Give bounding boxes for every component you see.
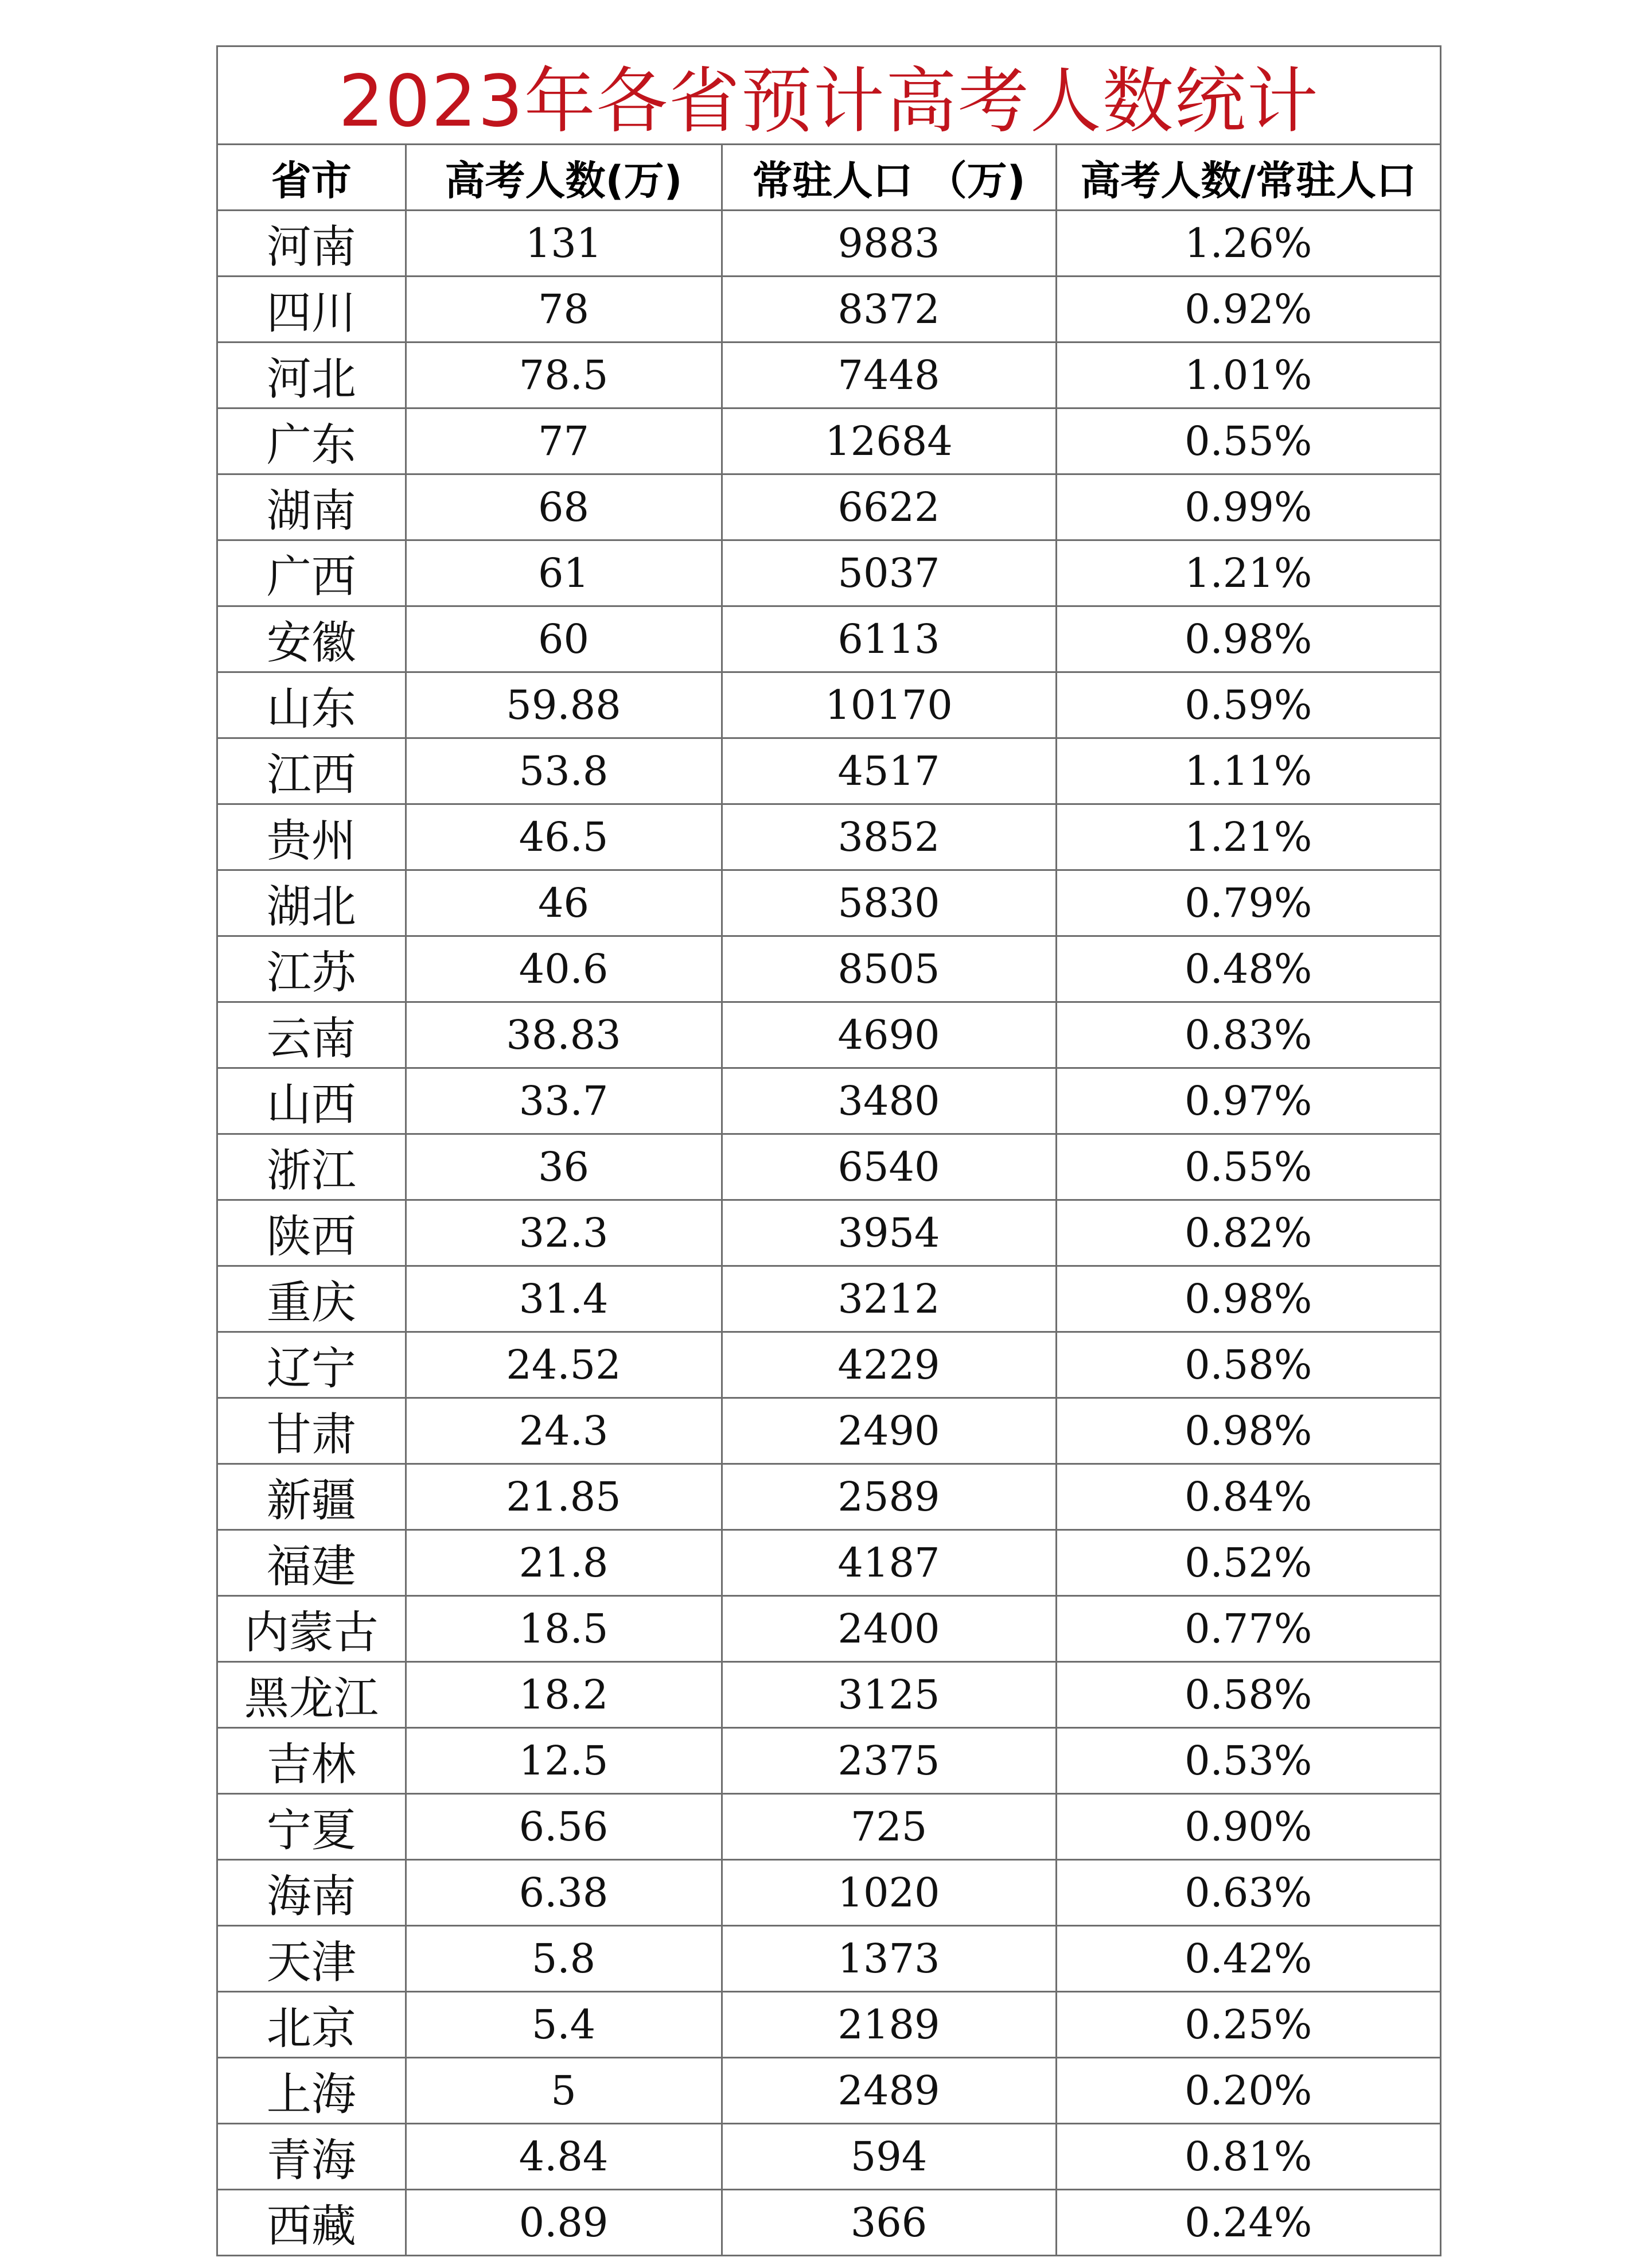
- cell-exam-count: 0.89: [406, 2190, 722, 2255]
- cell-population: 10170: [722, 672, 1056, 738]
- cell-exam-count: 21.8: [406, 1530, 722, 1596]
- cell-ratio: 0.79%: [1056, 870, 1440, 936]
- cell-province: 甘肃: [218, 1398, 406, 1464]
- cell-exam-count: 53.8: [406, 738, 722, 804]
- cell-province: 河南: [218, 211, 406, 277]
- cell-ratio: 0.84%: [1056, 1464, 1440, 1530]
- cell-province: 湖南: [218, 474, 406, 540]
- table-row: [218, 1266, 1440, 1332]
- cell-population: 5037: [722, 540, 1056, 606]
- table-row: [218, 474, 1440, 540]
- cell-exam-count: 78.5: [406, 343, 722, 408]
- cell-exam-count: 38.83: [406, 1002, 722, 1068]
- table-row: [218, 540, 1440, 606]
- cell-province: 福建: [218, 1530, 406, 1596]
- cell-province: 内蒙古: [218, 1596, 406, 1662]
- cell-exam-count: 36: [406, 1134, 722, 1200]
- cell-ratio: 0.58%: [1056, 1662, 1440, 1728]
- cell-province: 山东: [218, 672, 406, 738]
- table-row: [218, 1596, 1440, 1662]
- cell-population: 5830: [722, 870, 1056, 936]
- cell-province: 黑龙江: [218, 1662, 406, 1728]
- cell-population: 4517: [722, 738, 1056, 804]
- header-ratio: 高考人数/常驻人口: [1056, 145, 1440, 211]
- cell-province: 宁夏: [218, 1794, 406, 1860]
- table-row: [218, 1794, 1440, 1860]
- cell-ratio: 0.83%: [1056, 1002, 1440, 1068]
- cell-population: 12684: [722, 408, 1056, 474]
- cell-exam-count: 21.85: [406, 1464, 722, 1530]
- cell-province: 江苏: [218, 936, 406, 1002]
- cell-province: 海南: [218, 1860, 406, 1926]
- gaokao-table-sheet: [216, 45, 1441, 2256]
- table-row: [218, 211, 1440, 277]
- table-row: [218, 672, 1440, 738]
- cell-ratio: 0.55%: [1056, 408, 1440, 474]
- table-row: [218, 2058, 1440, 2124]
- cell-exam-count: 6.38: [406, 1860, 722, 1926]
- cell-population: 4229: [722, 1332, 1056, 1398]
- cell-exam-count: 78: [406, 277, 722, 343]
- cell-population: 594: [722, 2124, 1056, 2190]
- cell-population: 3125: [722, 1662, 1056, 1728]
- cell-province: 浙江: [218, 1134, 406, 1200]
- cell-province: 四川: [218, 277, 406, 343]
- cell-province: 山西: [218, 1068, 406, 1134]
- cell-exam-count: 24.3: [406, 1398, 722, 1464]
- cell-population: 1020: [722, 1860, 1056, 1926]
- table-row: [218, 1002, 1440, 1068]
- table-row: [218, 1464, 1440, 1530]
- cell-ratio: 1.21%: [1056, 804, 1440, 870]
- cell-population: 2189: [722, 1992, 1056, 2058]
- cell-ratio: 1.11%: [1056, 738, 1440, 804]
- table-row: [218, 1728, 1440, 1794]
- table-row: [218, 2190, 1440, 2255]
- table-row: [218, 1662, 1440, 1728]
- cell-province: 新疆: [218, 1464, 406, 1530]
- table-row: [218, 408, 1440, 474]
- cell-province: 贵州: [218, 804, 406, 870]
- cell-exam-count: 18.5: [406, 1596, 722, 1662]
- cell-population: 2400: [722, 1596, 1056, 1662]
- cell-exam-count: 40.6: [406, 936, 722, 1002]
- cell-ratio: 0.52%: [1056, 1530, 1440, 1596]
- table-row: [218, 1530, 1440, 1596]
- cell-ratio: 0.25%: [1056, 1992, 1440, 2058]
- cell-population: 3954: [722, 1200, 1056, 1266]
- cell-ratio: 0.82%: [1056, 1200, 1440, 1266]
- table-row: [218, 804, 1440, 870]
- cell-population: 8372: [722, 277, 1056, 343]
- cell-ratio: 0.48%: [1056, 936, 1440, 1002]
- cell-population: 7448: [722, 343, 1056, 408]
- cell-province: 辽宁: [218, 1332, 406, 1398]
- cell-province: 天津: [218, 1926, 406, 1992]
- cell-population: 9883: [722, 211, 1056, 277]
- cell-province: 云南: [218, 1002, 406, 1068]
- cell-population: 6113: [722, 606, 1056, 672]
- cell-population: 8505: [722, 936, 1056, 1002]
- cell-population: 2490: [722, 1398, 1056, 1464]
- cell-ratio: 1.21%: [1056, 540, 1440, 606]
- cell-province: 北京: [218, 1992, 406, 2058]
- cell-population: 366: [722, 2190, 1056, 2255]
- cell-ratio: 0.53%: [1056, 1728, 1440, 1794]
- cell-ratio: 0.98%: [1056, 1266, 1440, 1332]
- cell-ratio: 0.99%: [1056, 474, 1440, 540]
- cell-exam-count: 61: [406, 540, 722, 606]
- cell-province: 湖北: [218, 870, 406, 936]
- cell-ratio: 0.81%: [1056, 2124, 1440, 2190]
- cell-exam-count: 33.7: [406, 1068, 722, 1134]
- header-exam-count: 高考人数(万): [406, 145, 722, 211]
- cell-population: 1373: [722, 1926, 1056, 1992]
- cell-population: 2375: [722, 1728, 1056, 1794]
- table-row: [218, 1398, 1440, 1464]
- cell-ratio: 0.97%: [1056, 1068, 1440, 1134]
- cell-province: 上海: [218, 2058, 406, 2124]
- cell-population: 725: [722, 1794, 1056, 1860]
- cell-province: 广西: [218, 540, 406, 606]
- table-row: [218, 1332, 1440, 1398]
- cell-province: 陕西: [218, 1200, 406, 1266]
- cell-ratio: 0.58%: [1056, 1332, 1440, 1398]
- cell-ratio: 0.42%: [1056, 1926, 1440, 1992]
- table-row: [218, 277, 1440, 343]
- table-row: [218, 1926, 1440, 1992]
- cell-exam-count: 32.3: [406, 1200, 722, 1266]
- cell-ratio: 0.20%: [1056, 2058, 1440, 2124]
- table-row: [218, 2124, 1440, 2190]
- cell-population: 3480: [722, 1068, 1056, 1134]
- cell-ratio: 1.01%: [1056, 343, 1440, 408]
- table-row: [218, 936, 1440, 1002]
- cell-population: 6622: [722, 474, 1056, 540]
- cell-ratio: 0.77%: [1056, 1596, 1440, 1662]
- cell-ratio: 0.55%: [1056, 1134, 1440, 1200]
- table-row: [218, 1134, 1440, 1200]
- table-row: [218, 606, 1440, 672]
- cell-exam-count: 6.56: [406, 1794, 722, 1860]
- cell-exam-count: 5: [406, 2058, 722, 2124]
- cell-exam-count: 18.2: [406, 1662, 722, 1728]
- header-row: [218, 145, 1440, 211]
- cell-ratio: 0.63%: [1056, 1860, 1440, 1926]
- cell-exam-count: 31.4: [406, 1266, 722, 1332]
- table-title: 2023年各省预计高考人数统计: [218, 47, 1440, 145]
- cell-province: 西藏: [218, 2190, 406, 2255]
- cell-exam-count: 24.52: [406, 1332, 722, 1398]
- cell-ratio: 0.59%: [1056, 672, 1440, 738]
- cell-province: 青海: [218, 2124, 406, 2190]
- cell-ratio: 1.26%: [1056, 211, 1440, 277]
- cell-ratio: 0.24%: [1185, 2199, 1312, 2246]
- cell-population: 4690: [722, 1002, 1056, 1068]
- cell-exam-count: 12.5: [406, 1728, 722, 1794]
- cell-exam-count: 131: [406, 211, 722, 277]
- cell-exam-count: 60: [406, 606, 722, 672]
- cell-province: 广东: [218, 408, 406, 474]
- cell-exam-count: 5.8: [406, 1926, 722, 1992]
- cell-exam-count: 4.84: [406, 2124, 722, 2190]
- table-row: [218, 1992, 1440, 2058]
- cell-ratio: 0.98%: [1056, 1398, 1440, 1464]
- header-population: 常驻人口 （万): [722, 145, 1056, 211]
- cell-population: 3212: [722, 1266, 1056, 1332]
- table-body: [218, 211, 1440, 2255]
- cell-province: 安徽: [218, 606, 406, 672]
- table-row: [218, 870, 1440, 936]
- cell-population: 2589: [722, 1464, 1056, 1530]
- table-row: [218, 1068, 1440, 1134]
- cell-ratio: 0.92%: [1056, 277, 1440, 343]
- cell-ratio: 0.90%: [1056, 1794, 1440, 1860]
- table-row: [218, 1860, 1440, 1926]
- cell-exam-count: 59.88: [406, 672, 722, 738]
- cell-exam-count: 46: [406, 870, 722, 936]
- table-row: [218, 343, 1440, 408]
- cell-province: 江西: [218, 738, 406, 804]
- cell-population: 2489: [722, 2058, 1056, 2124]
- cell-exam-count: 68: [406, 474, 722, 540]
- cell-exam-count: 77: [406, 408, 722, 474]
- cell-population: 3852: [722, 804, 1056, 870]
- cell-population: 6540: [722, 1134, 1056, 1200]
- statistics-table: [218, 145, 1440, 2255]
- cell-exam-count: 46.5: [406, 804, 722, 870]
- cell-population: 4187: [722, 1530, 1056, 1596]
- cell-province: 吉林: [218, 1728, 406, 1794]
- table-row: [218, 738, 1440, 804]
- cell-province: 河北: [218, 343, 406, 408]
- header-province: 省市: [218, 145, 406, 211]
- cell-exam-count: 5.4: [406, 1992, 722, 2058]
- table-row: [218, 1200, 1440, 1266]
- cell-ratio: 0.98%: [1056, 606, 1440, 672]
- cell-province: 重庆: [218, 1266, 406, 1332]
